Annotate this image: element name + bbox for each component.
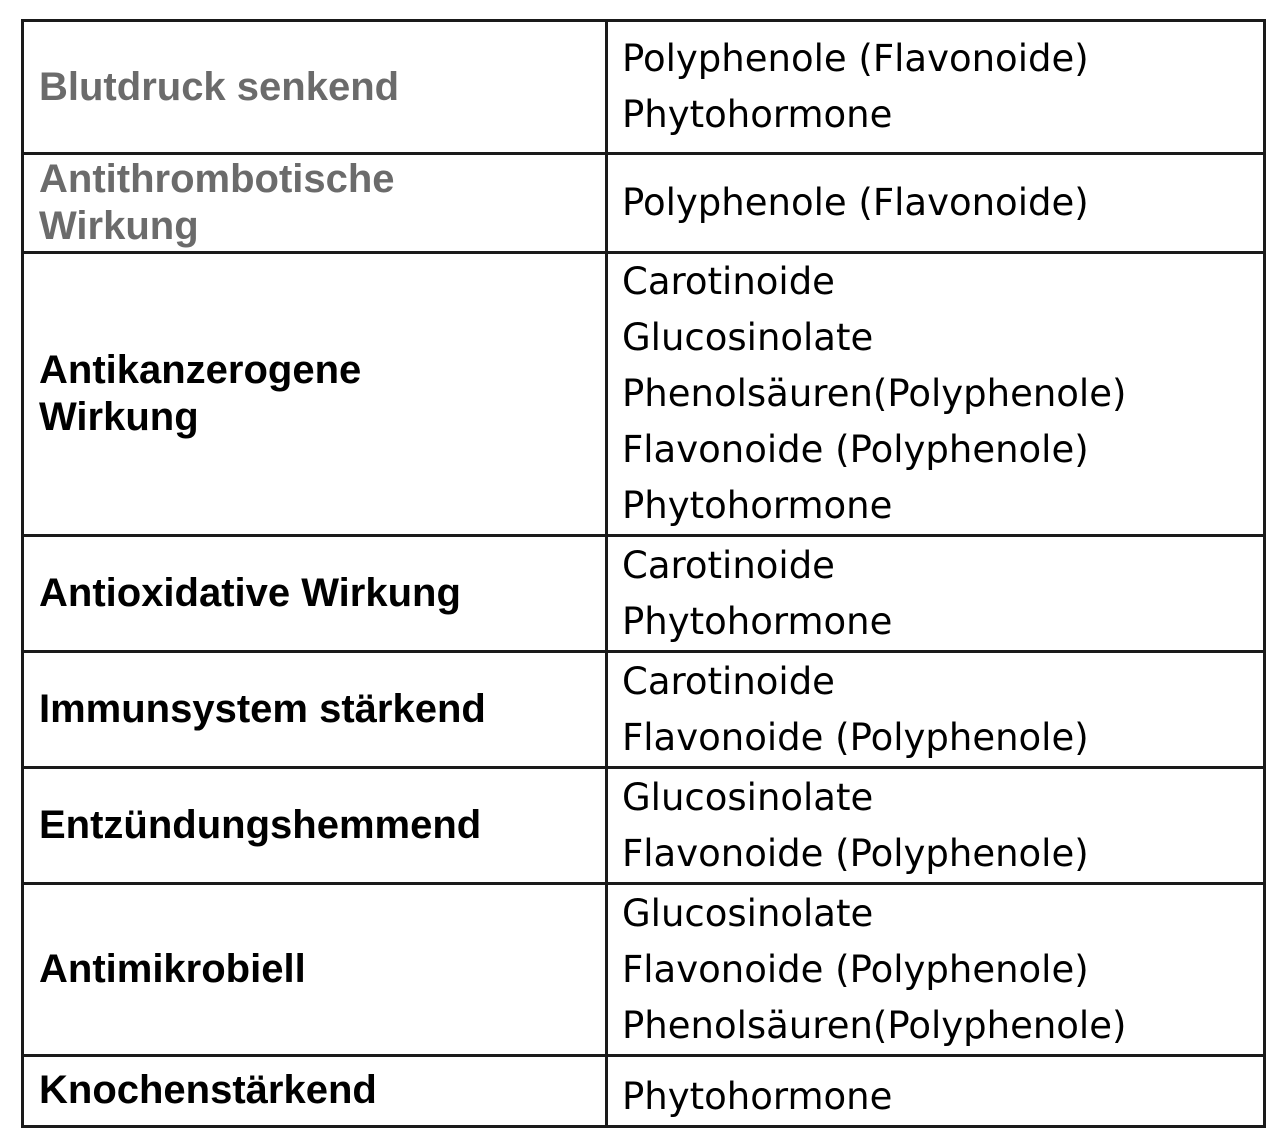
compound-item: Flavonoide (Polyphenole) xyxy=(622,831,1089,875)
compound-item: Flavonoide (Polyphenole) xyxy=(622,428,1089,471)
compound-item: Phenolsäuren(Polyphenole) xyxy=(622,372,1127,415)
effect-label: Antithrombotische Wirkung xyxy=(39,157,395,248)
table-row xyxy=(23,652,1265,768)
compound-item: Phytohormone xyxy=(622,484,893,527)
effect-label: Antikanzerogene Wirkung xyxy=(39,348,362,439)
effect-label: Antimikrobiell xyxy=(39,947,306,991)
table-row xyxy=(23,253,1265,536)
table-row xyxy=(23,1056,1265,1127)
compounds-cell xyxy=(607,536,1265,652)
compounds-cell xyxy=(607,652,1265,768)
compounds-cell xyxy=(607,21,1265,154)
effect-cell xyxy=(23,1056,607,1127)
effect-cell xyxy=(23,652,607,768)
effect-cell xyxy=(23,536,607,652)
compound-item: Phytohormone xyxy=(622,1075,893,1118)
effect-cell xyxy=(23,21,607,154)
compounds-cell xyxy=(607,253,1265,536)
compound-item: Phytohormone xyxy=(622,93,893,136)
effect-label: Blutdruck senkend xyxy=(39,64,400,109)
effect-label: Entzündungshemmend xyxy=(39,803,482,847)
effects-table-body xyxy=(23,21,1265,1127)
compounds-cell xyxy=(607,768,1265,884)
table-row xyxy=(23,154,1265,253)
compound-item: Carotinoide xyxy=(622,659,835,703)
effect-label: Knochenstärkend xyxy=(39,1068,377,1112)
compound-item: Flavonoide (Polyphenole) xyxy=(622,947,1089,991)
table-row xyxy=(23,884,1265,1056)
compounds-cell xyxy=(607,884,1265,1056)
effect-cell xyxy=(23,154,607,253)
compound-item: Carotinoide xyxy=(622,543,835,587)
compound-item: Phytohormone xyxy=(622,599,893,643)
compound-item: Flavonoide (Polyphenole) xyxy=(622,715,1089,759)
compound-item: Polyphenole (Flavonoide) xyxy=(622,37,1089,80)
table-row xyxy=(23,768,1265,884)
compound-item: Carotinoide xyxy=(622,260,835,303)
effect-label: Antioxidative Wirkung xyxy=(39,571,461,615)
compounds-cell xyxy=(607,1056,1265,1127)
compound-item: Glucosinolate xyxy=(622,775,874,819)
effect-cell xyxy=(23,768,607,884)
effects-table xyxy=(21,19,1266,1128)
effect-label: Immunsystem stärkend xyxy=(39,687,486,731)
table-row xyxy=(23,536,1265,652)
effect-cell xyxy=(23,884,607,1056)
compound-item: Polyphenole (Flavonoide) xyxy=(622,181,1089,224)
compound-item: Glucosinolate xyxy=(622,316,874,359)
table-row xyxy=(23,21,1265,154)
effect-cell xyxy=(23,253,607,536)
compound-item: Phenolsäuren(Polyphenole) xyxy=(622,1003,1127,1047)
compounds-cell xyxy=(607,154,1265,253)
compound-item: Glucosinolate xyxy=(622,891,874,935)
